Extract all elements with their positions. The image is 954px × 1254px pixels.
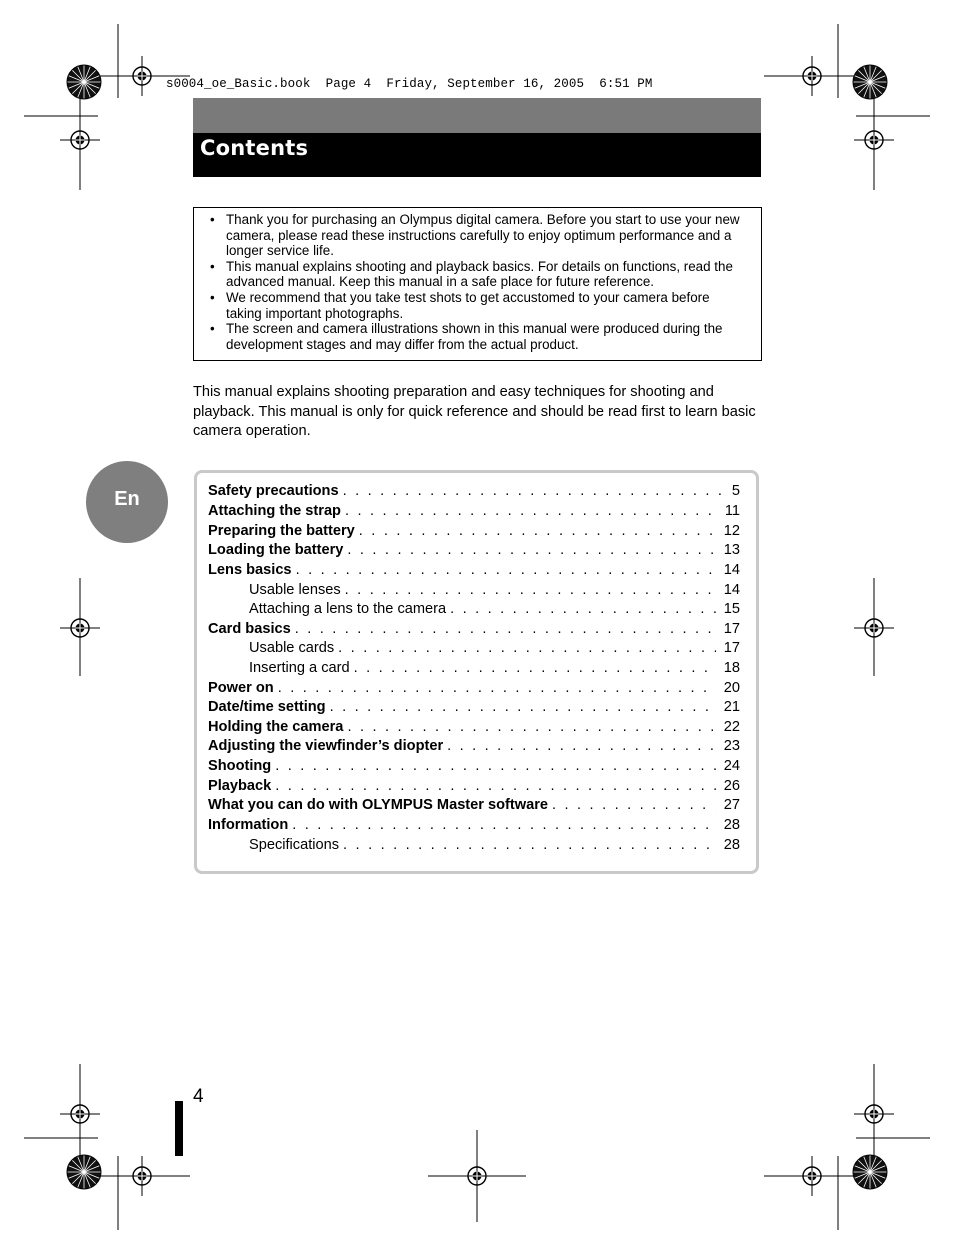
notice-text: The screen and camera illustrations shown in this manual were produced during the development stages and may differ from the actual product. [226,321,723,352]
toc-entry[interactable] [208,816,740,835]
toc-page: 5 [731,483,740,499]
toc-entry[interactable] [208,777,740,796]
toc-label: Information [208,817,289,833]
toc-leader [343,836,716,855]
toc-label: Safety precautions [208,483,339,499]
notice-list [206,212,746,352]
notice-item [206,212,746,259]
toc-subentry[interactable] [208,581,740,600]
toc-leader [275,757,716,776]
page-edge-bar [175,1101,183,1156]
notice-text: This manual explains shooting and playback basics. For details on functions, read the advanced manual. Keep this manual in a safe place for future reference. [226,258,733,290]
notice-item [206,321,746,352]
toc-leader [552,796,716,815]
toc-entry[interactable] [208,482,740,501]
bullet: • [210,258,215,274]
toc-page: 23 [723,738,740,754]
toc-leader [292,816,716,835]
toc-label: Card basics [208,621,291,637]
bullet: • [210,212,215,227]
toc-label: Specifications [249,837,340,853]
toc-page: 14 [723,562,740,578]
toc-subentry[interactable] [208,836,740,855]
notice-item [206,259,746,290]
toc-entry[interactable] [208,737,740,756]
toc-leader [345,581,716,600]
notice-text: We recommend that you take test shots to get accustomed to your camera before taking important photographs. [226,289,710,321]
notice-text: Thank you for purchasing an Olympus digital camera. Before you start to use your new camera, please read these instructions carefully to enjoy optimum performance and a longer service life. [226,212,740,259]
toc-leader [296,561,716,580]
toc-page: 26 [723,778,740,794]
toc-leader [343,482,724,501]
toc-page: 21 [723,699,740,715]
toc-label: Attaching a lens to the camera [249,601,447,617]
toc-label: Holding the camera [208,719,344,735]
toc-subentry[interactable] [208,639,740,658]
bullet: • [210,289,215,305]
toc-page: 28 [723,837,740,853]
toc-entry[interactable] [208,679,740,698]
language-tab [86,461,168,543]
toc-label: Lens basics [208,562,292,578]
toc-label: Usable cards [249,640,335,656]
toc-page: 24 [723,758,740,774]
page-title: Contents [200,136,309,160]
toc-leader [338,639,716,658]
toc-entry[interactable] [208,522,740,541]
bullet: • [210,321,215,337]
toc-page: 15 [723,601,740,617]
toc-entry[interactable] [208,757,740,776]
toc-label: Date/time setting [208,699,326,715]
toc-entry[interactable] [208,698,740,717]
intro-paragraph: This manual explains shooting preparation and easy techniques for shooting and playback. This manual is only for quick reference and should be read first to learn basic camera operation. [193,384,756,440]
toc-page: 11 [724,503,740,519]
toc-label: Power on [208,680,274,696]
toc-leader [447,737,716,756]
toc-leader [450,600,716,619]
toc-page: 17 [723,621,740,637]
print-header: s0004_oe_Basic.book Page 4 Friday, September 16, 2005 6:51 PM [166,77,653,91]
toc-leader [359,522,716,541]
notice-box [193,207,762,361]
toc-leader [275,777,715,796]
toc-page: 18 [723,660,740,676]
toc-label: Inserting a card [249,660,350,676]
toc-page: 27 [723,797,740,813]
toc-page: 28 [723,817,740,833]
toc-entry[interactable] [208,620,740,639]
toc-entry[interactable] [208,796,740,815]
toc-leader [347,541,715,560]
toc-leader [354,659,716,678]
toc-page: 14 [723,582,740,598]
toc-subentry[interactable] [208,659,740,678]
toc-leader [347,718,715,737]
toc-entry[interactable] [208,541,740,560]
toc-entry[interactable] [208,718,740,737]
toc-leader [345,502,717,521]
toc-page: 22 [723,719,740,735]
toc-entry[interactable] [208,561,740,580]
toc-page: 13 [723,542,740,558]
toc-leader [295,620,716,639]
page-number: 4 [193,1086,204,1107]
notice-item [206,290,746,321]
toc-label: Usable lenses [249,582,341,598]
toc-label: Playback [208,778,272,794]
toc-page: 12 [723,523,740,539]
toc-label: Loading the battery [208,542,344,558]
toc-label: Adjusting the viewfinder’s diopter [208,738,444,754]
toc-entry[interactable] [208,502,740,521]
toc-page: 17 [723,640,740,656]
toc-label: What you can do with OLYMPUS Master software [208,797,549,813]
title-band-top [193,98,761,133]
toc-page: 20 [723,680,740,696]
toc-leader [278,679,716,698]
language-label: En [114,488,140,510]
toc-leader [330,698,716,717]
toc-subentry[interactable] [208,600,740,619]
toc-label: Attaching the strap [208,503,341,519]
toc-label: Shooting [208,758,272,774]
toc-label: Preparing the battery [208,523,355,539]
